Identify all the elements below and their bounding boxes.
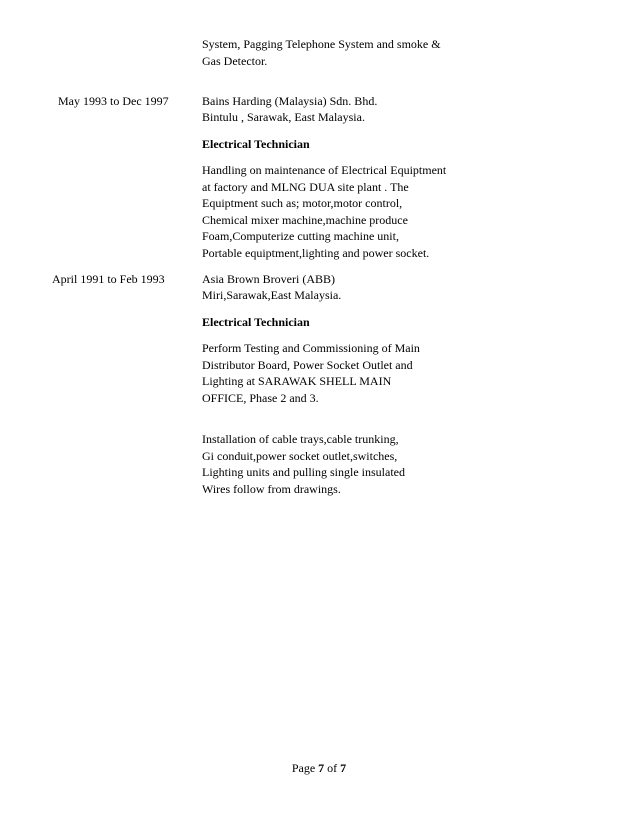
description-line: Distributor Board, Power Socket Outlet and xyxy=(202,358,413,372)
company-line: Bintulu , Sarawak, East Malaysia. xyxy=(202,110,365,124)
job-period: May 1993 to Dec 1997 xyxy=(58,94,169,108)
company-line: Asia Brown Broveri (ABB) xyxy=(202,272,335,286)
description-line: at factory and MLNG DUA site plant . The xyxy=(202,180,409,194)
job-period: April 1991 to Feb 1993 xyxy=(52,272,165,286)
description-line: Lighting units and pulling single insulated xyxy=(202,465,405,479)
job-title: Electrical Technician xyxy=(202,315,310,329)
description-line: Installation of cable trays,cable trunking, xyxy=(202,432,399,446)
job-title: Electrical Technician xyxy=(202,137,310,151)
description-line: OFFICE, Phase 2 and 3. xyxy=(202,391,319,405)
page-current: 7 xyxy=(318,761,325,775)
description-line: Lighting at SARAWAK SHELL MAIN xyxy=(202,374,392,388)
page-total: 7 xyxy=(340,761,347,775)
of-label: of xyxy=(327,761,338,775)
company-line: Miri,Sarawak,East Malaysia. xyxy=(202,288,342,302)
description-line: Foam,Computerize cutting machine unit, xyxy=(202,229,399,243)
description-line: Wires follow from drawings. xyxy=(202,482,341,496)
description-line: Perform Testing and Commissioning of Main xyxy=(202,341,420,355)
company-line: Bains Harding (Malaysia) Sdn. Bhd. xyxy=(202,94,378,108)
page-footer xyxy=(0,761,638,776)
description-line: Handling on maintenance of Electrical Equiptment xyxy=(202,163,447,177)
description-line: Chemical mixer machine,machine produce xyxy=(202,213,408,227)
intro-line: System, Pagging Telephone System and smoke & xyxy=(202,37,441,51)
description-line: Portable equiptment,lighting and power socket. xyxy=(202,246,430,260)
intro-line: Gas Detector. xyxy=(202,54,268,68)
description-line: Gi conduit,power socket outlet,switches, xyxy=(202,449,398,463)
description-line: Equiptment such as; motor,motor control, xyxy=(202,196,403,210)
page-label: Page xyxy=(291,761,316,775)
